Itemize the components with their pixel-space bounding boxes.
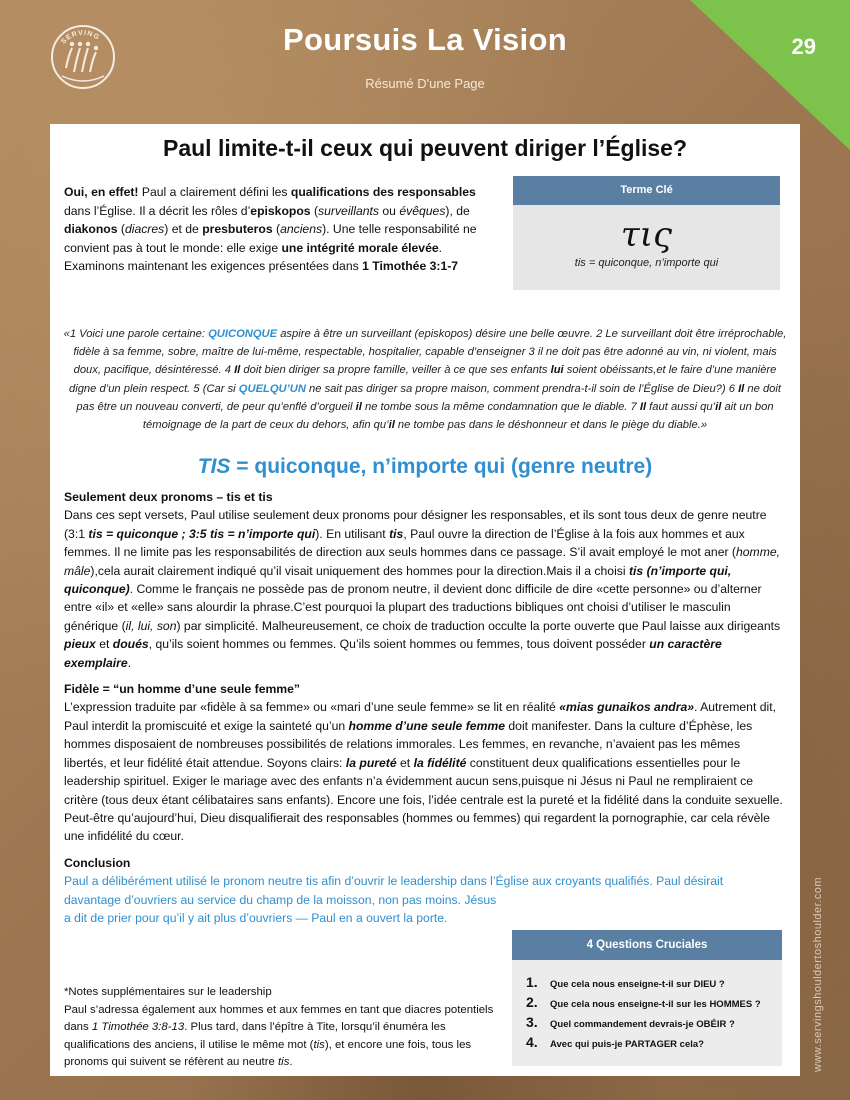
conclusion-line-2: davantage d’ouvriers au service du champ de la moisson, non pas moins. Jésus a dit de prier pour qu’il y ait plus d’ouvriers — Paul en a ouvert la porte.	[64, 892, 497, 925]
leadership-notes	[64, 984, 494, 1072]
conclusion-line-1: Paul a délibérément utilisé le pronom neutre tis afin d’ouvrir le leadership dans l’Église aux croyants qualifiés. Paul désirait	[64, 874, 724, 889]
content-panel	[50, 124, 800, 1076]
page-number: 29	[791, 34, 816, 59]
four-questions-heading: 4 Questions Cruciales	[512, 930, 782, 960]
svg-text:SERVING: SERVING	[60, 29, 101, 46]
body-text	[64, 488, 786, 927]
key-term-greek-word: τις	[620, 215, 673, 255]
intro-paragraph: Oui, en effet! Paul a clairement défini les qualifications des responsables dans l’Église. Il a décrit les rôles d’episkopos (surveillants ou évêques), de diakonos (diacres) et de presbuteros (anciens). Une telle responsabilité ne convient pas à tout le monde: elle exige une intégrité morale élevée. Examinons maintenant les exigences présentées dans 1 Timothée 3:1-7	[64, 185, 477, 273]
website-url: www.servingshouldertoshoulder.com	[812, 876, 824, 1072]
questions-list	[512, 960, 782, 1052]
question-title: Paul limite-t-il ceux qui peuvent diriger l’Église?	[163, 135, 687, 161]
key-term-box	[513, 176, 780, 290]
section-heading-faithful: Fidèle = “un homme d’une seule femme”	[64, 682, 301, 697]
section-paragraph-pronouns: Dans ces sept versets, Paul utilise seulement deux pronoms pour désigner les responsables, et ils sont tous deux de genre neutre (3:1 tis = quiconque ; 3:5 tis = n’importe qui). En utilisant tis, Paul ouvre la direction de l’Église à la fois aux hommes et aux femmes. Il ne limite pas les responsabilités de direction aux seuls hommes dans ce passage. S’il avait employé le mot aner (homme, mâle),cela aurait clairement indiqué qu’il visait uniquement des hommes pour la direction.Mais il a choisi tis (n’importe qui, quiconque). Comme le français ne possède pas de pronom neutre, il devient donc difficile de dire «cette personne» ou d’alterner entre «il» et «elle» sans alourdir la phrase.C’est pourquoi la plupart des traductions bibliques ont choisi d’utiliser le masculin générique (il, lui, son) par simplicité. Malheureusement, ce choix de traduction occulte la porte ouverte que Paul laisse aux dirigeants pieux et doués, qu’ils soient hommes ou femmes. Qu’ils soient hommes ou femmes, tous doivent posséder un caractère exemplaire.	[64, 508, 781, 670]
tis-heading: TIS = quiconque, n’importe qui (genre neutre)	[197, 455, 653, 478]
question-item: 2. Que cela nous enseigne-t-il sur les HOMMES ?	[526, 994, 761, 1010]
notes-paragraph: Paul s’adressa également aux hommes et aux femmes en tant que diacres potentiels dans 1 Timothée 3:8-13. Plus tard, dans l’épître à Tite, lorsqu’il énuméra les qualifications des anciens, il utilise le même mot (tis), et encore une fois, tous les pronoms qui suivent se réfèrent au neutre tis.	[64, 1003, 494, 1069]
question-item: 1. Que cela nous enseigne-t-il sur DIEU ?	[526, 974, 725, 990]
scripture-quote: «1 Voici une parole certaine: QUICONQUE aspire à être un surveillant (episkopos) désire une belle œuvre. 2 Le surveillant doit être irréprochable, fidèle à sa femme, sobre, maître de lui-même, respectable, hospitalier, capable d’enseigner 3 il ne doit pas être adonné au vin, ni violent, mais doux, pacifique, désintéressé. 4 Il doit bien diriger sa propre famille, veiller à ce que ses enfants lui soient obéissants,et le faire d’une manière digne d’un plein respect. 5 (Car si QUELQU’UN ne sait pas diriger sa propre maison, comment prendra-t-il soin de l’Église de Dieu?) 6 Il ne doit pas être un nouveau converti, de peur qu’enflé d’orgueil il ne tombe sous la même condamnation que le diable. 7 Il faut aussi qu’il ait un bon témoignage de la part de ceux du dehors, afin qu’il ne tombe pas dans le déshonneur et dans le piège du diable.»	[63, 328, 787, 432]
conclusion-heading: Conclusion	[64, 855, 131, 870]
question-item: 4. Avec qui puis-je PARTAGER cela?	[526, 1034, 704, 1050]
key-term-heading: Terme Clé	[513, 176, 780, 205]
key-term-definition: tis = quiconque, n’importe qui	[574, 257, 719, 269]
page-title: Poursuis La Vision	[283, 22, 567, 57]
notes-heading: *Notes supplémentaires sur le leadership	[64, 986, 272, 998]
page-subtitle: Résumé D'une Page	[365, 76, 485, 91]
question-item: 3. Quel commandement devrais-je OBÉIR ?	[526, 1014, 735, 1030]
section-heading-pronouns: Seulement deux pronoms – tis et tis	[64, 490, 273, 504]
four-questions-box	[512, 930, 782, 1066]
section-paragraph-faithful: L’expression traduite par «fidèle à sa femme» ou «mari d’une seule femme» se lit en réalité «mias gunaikos andra». Autrement dit, Paul interdit la promiscuité et exige la sainteté qu’un homme d’une seule femme doit manifester. Dans la culture d’Éphèse, les hommes disposaient de nombreuses possibilités de relations immorales. Les femmes, en revanche, n’avaient pas les mêmes libertés, et leur fidélité était attendue. Soyons clairs: la pureté et la fidélité constituent deux qualifications essentielles pour le leadership spirituel. Exiger le mariage avec des enfants n’a évidemment aucun sens,puisque ni Jésus ni Paul ne rempliraient ce critère (tous deux étant célibataires sans enfants). Encore une fois, l’idée centrale est la pureté et la fidélité dans la conduite sexuelle. Peut-être qu’aujourd’hui, Dieu disqualifierait des responsables (hommes ou femmes) qui regardent la pornographie, car cela révèle une infidélité du cœur.	[64, 700, 783, 844]
